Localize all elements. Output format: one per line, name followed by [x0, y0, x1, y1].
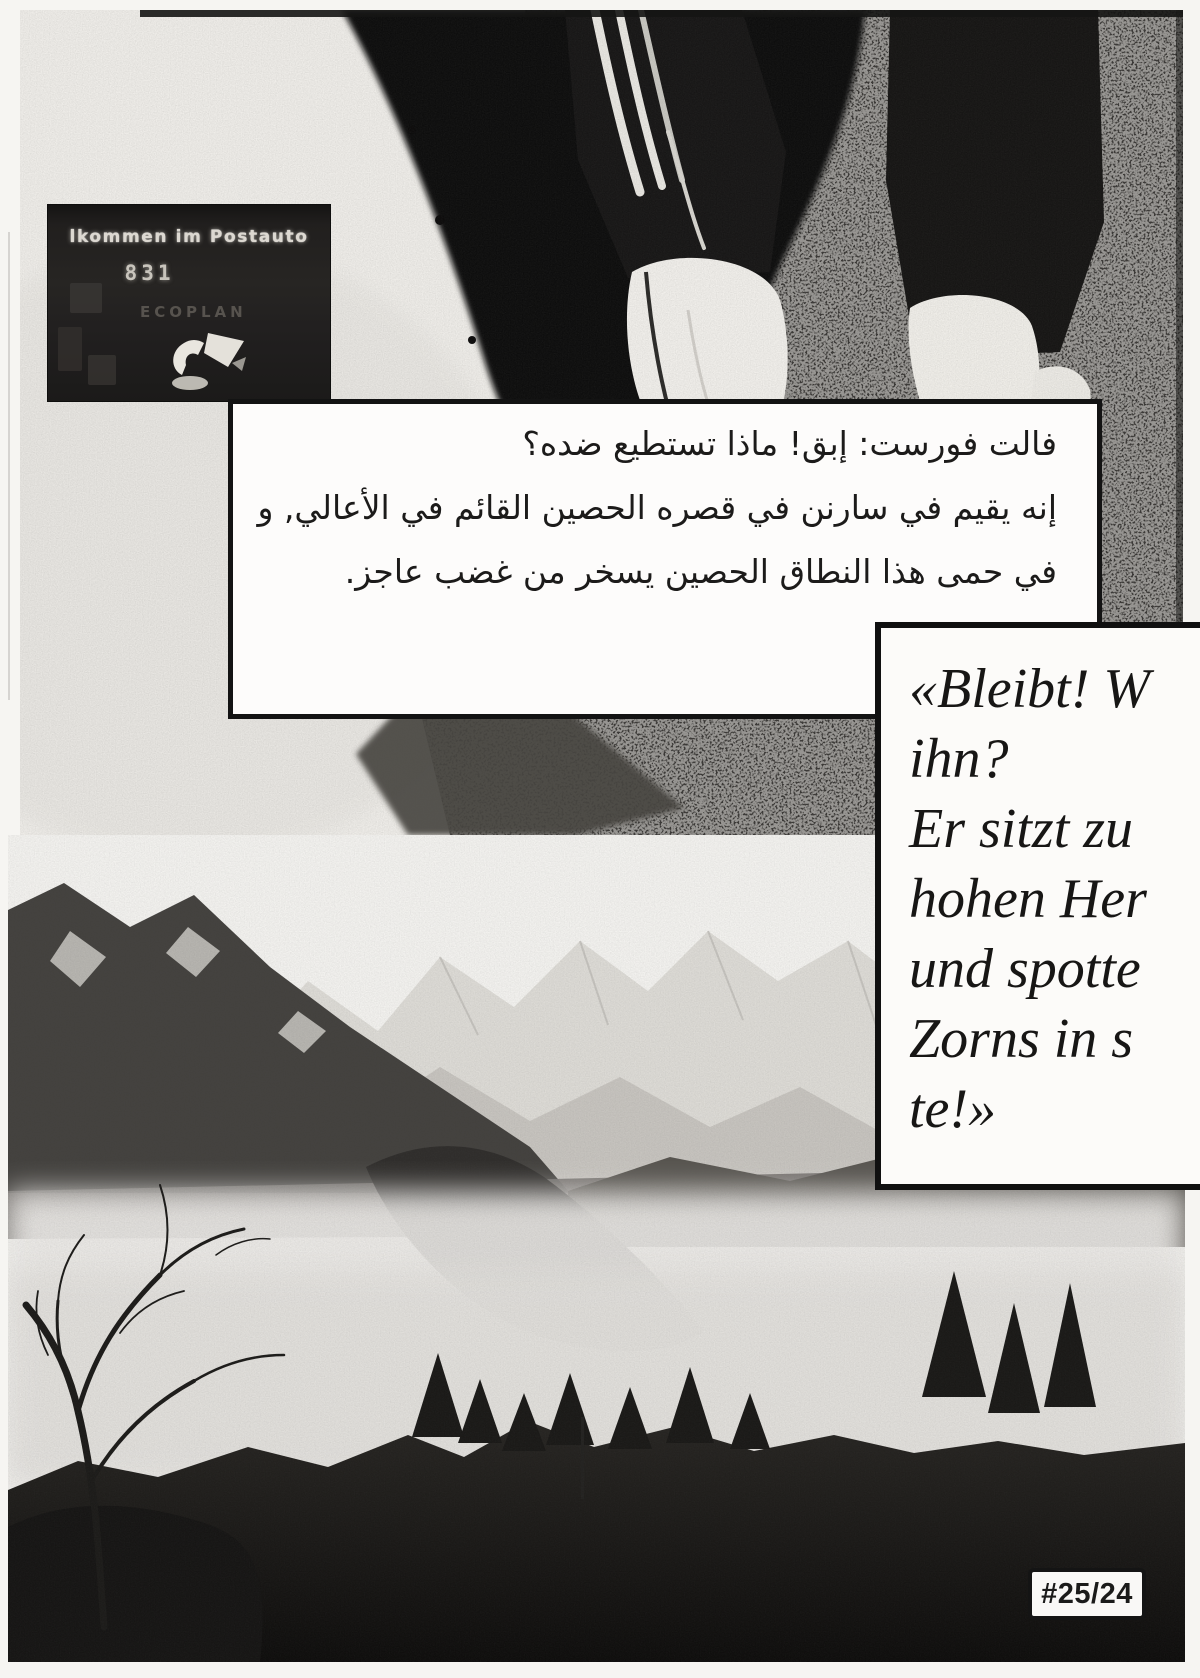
photo-top-edge [140, 10, 1183, 17]
scan-artifact-line [8, 232, 10, 700]
arabic-caption-line: في حمى هذا النطاق الحصين يسخر من غضب عاجز. [344, 552, 1057, 591]
german-quote-line: te!» [909, 1078, 997, 1140]
page-number-badge [1028, 1568, 1146, 1620]
bus-line-number: 831 [124, 261, 175, 285]
bus-display-text: lkommen im Postauto [69, 227, 309, 247]
german-quote-line: «Bleibt! W [909, 658, 1151, 720]
page-number-text: #25/24 [1041, 1577, 1133, 1610]
german-quote-line: hohen Her [909, 868, 1147, 930]
arabic-caption-line: إنه يقيم في سارنن في قصره الحصين القائم في الأعالي, و [257, 488, 1057, 527]
german-quote-line: und spotte [909, 938, 1141, 1000]
bus-maker-text: ECOPLAN [140, 303, 247, 321]
display-panel-detail [58, 327, 82, 371]
german-quote-line: Er sitzt zu [909, 798, 1134, 860]
display-panel-detail [88, 355, 116, 385]
arabic-caption-line: فالت فورست: إبق! ماذا تستطيع ضده؟ [522, 424, 1057, 463]
german-quote-line: ihn? [909, 728, 1009, 790]
bus-display-inset-photo [48, 205, 330, 401]
postauto-logo-icon [152, 323, 272, 395]
display-panel-detail [70, 283, 102, 313]
german-quote-box [875, 622, 1200, 1190]
photo-right-edge [1176, 10, 1183, 630]
german-quote-line: Zorns in s [909, 1008, 1134, 1070]
